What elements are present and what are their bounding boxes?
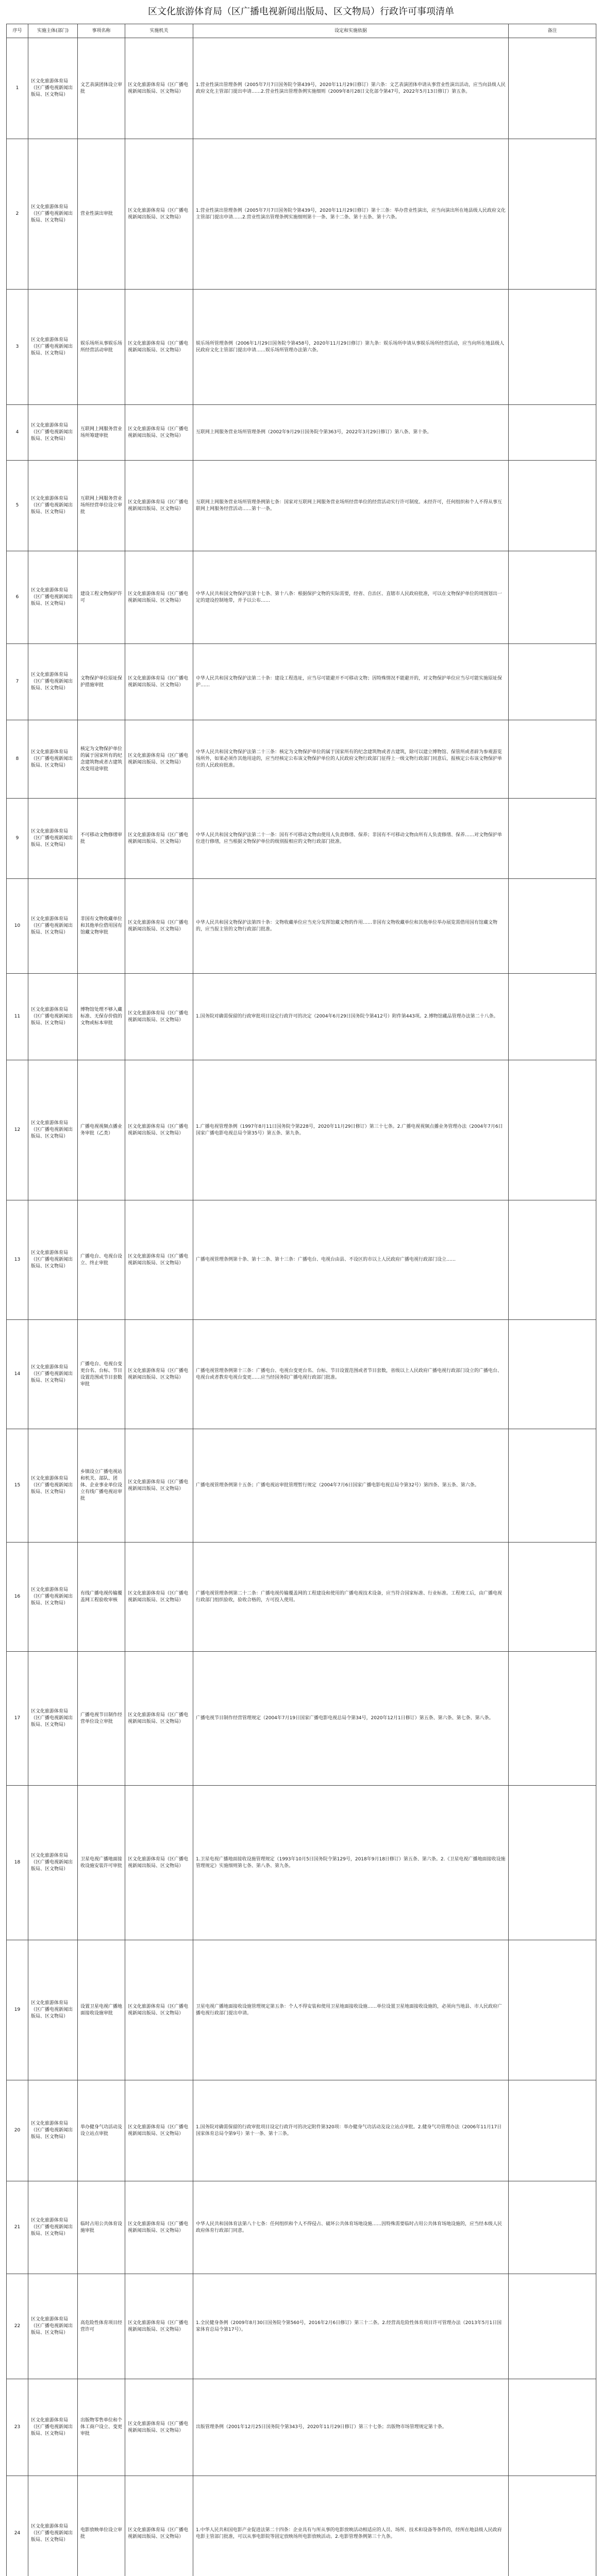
row-subject: 区文化旅游体育局（区广播电视新闻出版局、区文物局） [28, 2274, 78, 2379]
row-seq: 23 [7, 2379, 28, 2476]
row-item-name: 电影放映单位设立审批 [78, 2476, 125, 2576]
row-remark [509, 405, 596, 461]
row-authority: 区文化旅游体育局（区广播电视新闻出版局、区文物局） [125, 290, 193, 405]
row-seq: 8 [7, 720, 28, 799]
row-basis: 中华人民共和国文物保护法第四十条：文物收藏单位应当充分发挥馆藏文物的作用……非国有文物收藏单位和其他单位举办展览需借用国有馆藏文物的，应当报主管的文物行政部门批准。 [193, 879, 509, 974]
row-basis: 中华人民共和国文物保护法第十七条、第十八条：根据保护文物的实际需要，经省、自治区、直辖市人民政府批准，可以在文物保护单位的周围划出一定的建设控制地带，并予以公布…… [193, 551, 509, 644]
row-subject: 区文化旅游体育局（区广播电视新闻出版局、区文物局） [28, 2181, 78, 2274]
row-basis: 1.广播电视管理条例（1997年8月11日国务院令第228号，2020年11月29日修订）第三十七条。2.广播电视视频点播业务管理办法（2004年7月6日国家广播电影电视总局令第35号）第五条、第九条。 [193, 1060, 509, 1200]
row-seq: 13 [7, 1200, 28, 1320]
row-seq: 7 [7, 644, 28, 720]
row-seq: 12 [7, 1060, 28, 1200]
row-basis: 1.营业性演出管理条例（2005年7月7日国务院令第439号，2020年11月29日修订）第六条：文艺表演团体申请从事营业性演出活动，应当向县级人民政府文化主管部门提出申请……2.营业性演出管理条例实施细则（2009年8月28日文化部令第47号，2022年5月13日修订）第五条。 [193, 38, 509, 139]
row-authority: 区文化旅游体育局（区广播电视新闻出版局、区文物局） [125, 139, 193, 290]
row-remark [509, 2476, 596, 2576]
row-authority: 区文化旅游体育局（区广播电视新闻出版局、区文物局） [125, 461, 193, 551]
header-basis: 设定和实施依据 [193, 24, 509, 38]
table-row [7, 1429, 596, 1543]
row-item-name: 广播电视视频点播业务审批（乙类） [78, 1060, 125, 1200]
row-authority: 区文化旅游体育局（区广播电视新闻出版局、区文物局） [125, 1429, 193, 1543]
table-row [7, 551, 596, 644]
row-basis: 互联网上网服务营业场所管理条例第七条：国家对互联网上网服务营业场所经营单位的经营活动实行许可制度。未经许可，任何组织和个人不得从事互联网上网服务经营活动……第十一条。 [193, 461, 509, 551]
row-basis: 广播电视管理条例第十条、第十二条、第十三条：广播电台、电视台由县、不设区的市以上人民政府广播电视行政部门设立…… [193, 1200, 509, 1320]
row-authority: 区文化旅游体育局（区广播电视新闻出版局、区文物局） [125, 2476, 193, 2576]
row-authority: 区文化旅游体育局（区广播电视新闻出版局、区文物局） [125, 1060, 193, 1200]
row-item-name: 有线广播电视传输覆盖网工程验收审核 [78, 1543, 125, 1652]
permit-table [6, 24, 596, 2576]
row-basis: 1.卫星电视广播地面接收设施管理规定（1993年10月5日国务院令第129号，2018年9月18日修订）第五条、第六条。2.《卫星电视广播地面接收设施管理规定》实施细则第七条、第八条、第九条。 [193, 1786, 509, 1940]
row-authority: 区文化旅游体育局（区广播电视新闻出版局、区文物局） [125, 1940, 193, 2080]
table-row [7, 1320, 596, 1429]
row-authority: 区文化旅游体育局（区广播电视新闻出版局、区文物局） [125, 1320, 193, 1429]
row-seq: 3 [7, 290, 28, 405]
table-row [7, 2080, 596, 2181]
row-subject: 区文化旅游体育局（区广播电视新闻出版局、区文物局） [28, 38, 78, 139]
row-remark [509, 139, 596, 290]
row-item-name: 临时占用公共体育设施审批 [78, 2181, 125, 2274]
row-remark [509, 1320, 596, 1429]
row-remark [509, 2379, 596, 2476]
row-item-name: 高危险性体育项目经营许可 [78, 2274, 125, 2379]
row-seq: 1 [7, 38, 28, 139]
table-row [7, 290, 596, 405]
row-subject: 区文化旅游体育局（区广播电视新闻出版局、区文物局） [28, 974, 78, 1060]
row-subject: 区文化旅游体育局（区广播电视新闻出版局、区文物局） [28, 1940, 78, 2080]
row-seq: 16 [7, 1543, 28, 1652]
row-item-name: 设置卫星电视广播地面接收设施审批 [78, 1940, 125, 2080]
table-row [7, 644, 596, 720]
row-seq: 9 [7, 799, 28, 879]
row-authority: 区文化旅游体育局（区广播电视新闻出版局、区文物局） [125, 2379, 193, 2476]
row-basis: 卫星电视广播地面接收设施管理规定第五条：个人不得安装和使用卫星地面接收设施……单位设置卫星地面接收设施的，必须向当地县、市人民政府广播电视行政部门提出申请。 [193, 1940, 509, 2080]
row-item-name: 娱乐场所从事娱乐场所经营活动审批 [78, 290, 125, 405]
row-seq: 10 [7, 879, 28, 974]
row-basis: 广播电视管理条例第二十二条：广播电视传输覆盖网的工程建设和使用的广播电视技术设备，应当符合国家标准、行业标准。工程竣工后，由广播电视行政部门组织验收，验收合格的，方可投入使用。 [193, 1543, 509, 1652]
row-basis: 广播电视节目制作经营管理规定（2004年7月19日国家广播电影电视总局令第34号，2020年12月1日修订）第五条、第六条、第七条、第八条。 [193, 1652, 509, 1786]
row-subject: 区文化旅游体育局（区广播电视新闻出版局、区文物局） [28, 551, 78, 644]
row-authority: 区文化旅游体育局（区广播电视新闻出版局、区文物局） [125, 405, 193, 461]
table-row [7, 2274, 596, 2379]
row-seq: 21 [7, 2181, 28, 2274]
row-subject: 区文化旅游体育局（区广播电视新闻出版局、区文物局） [28, 1320, 78, 1429]
row-remark [509, 1200, 596, 1320]
row-basis: 1.国务院对确需保留的行政审批项目设定行政许可的决定（2004年6月29日国务院令第412号）附件第443项。2.博物馆藏品管理办法第二十八条。 [193, 974, 509, 1060]
table-row [7, 38, 596, 139]
row-item-name: 出版物零售单位和个体工商户设立、变更审批 [78, 2379, 125, 2476]
header-item-name: 事项名称 [78, 24, 125, 38]
row-seq: 24 [7, 2476, 28, 2576]
page-title: 区文化旅游体育局（区广播电视新闻出版局、区文物局）行政许可事项清单 [148, 6, 454, 17]
row-seq: 22 [7, 2274, 28, 2379]
header-remark: 备注 [509, 24, 596, 38]
row-item-name: 核定为文物保护单位的属于国家所有的纪念建筑物或者古建筑改变用途审批 [78, 720, 125, 799]
row-subject: 区文化旅游体育局（区广播电视新闻出版局、区文物局） [28, 1786, 78, 1940]
table-row [7, 1652, 596, 1786]
table-row [7, 2476, 596, 2576]
row-subject: 区文化旅游体育局（区广播电视新闻出版局、区文物局） [28, 644, 78, 720]
row-remark [509, 644, 596, 720]
row-basis: 中华人民共和国文物保护法第二十条：建设工程选址，应当尽可能避开不可移动文物；因特殊情况不能避开的，对文物保护单位应当尽可能实施原址保护…… [193, 644, 509, 720]
row-subject: 区文化旅游体育局（区广播电视新闻出版局、区文物局） [28, 139, 78, 290]
row-remark [509, 1786, 596, 1940]
row-basis: 1.中华人民共和国电影产业促进法第二十四条：企业具有与所从事的电影放映活动相适应的人员、场所、技术和设备等条件的，经所在地县级人民政府电影主管部门批准，可以从事电影院等固定放映场所电影放映活动。2.电影管理条例第三十九条。 [193, 2476, 509, 2576]
row-basis: 互联网上网服务营业场所管理条例（2002年9月29日国务院令第363号，2022年3月29日修订）第八条、第十条。 [193, 405, 509, 461]
row-item-name: 文艺表演团体设立审批 [78, 38, 125, 139]
row-basis: 中华人民共和国体育法第八十七条：任何组织和个人不得侵占、破坏公共体育场地设施……因特殊需要临时占用公共体育场地设施的，应当经本级人民政府体育行政部门同意。 [193, 2181, 509, 2274]
row-subject: 区文化旅游体育局（区广播电视新闻出版局、区文物局） [28, 405, 78, 461]
row-subject: 区文化旅游体育局（区广播电视新闻出版局、区文物局） [28, 1060, 78, 1200]
row-item-name: 互联网上网服务营业场所经营单位设立审批 [78, 461, 125, 551]
row-remark [509, 974, 596, 1060]
row-seq: 20 [7, 2080, 28, 2181]
row-item-name: 乡镇设立广播电视站和机关、部队、团体、企业事业单位设立有线广播电视站审批 [78, 1429, 125, 1543]
table-row [7, 1940, 596, 2080]
table-row [7, 974, 596, 1060]
row-basis: 1.营业性演出管理条例（2005年7月7日国务院令第439号，2020年11月29日修订）第十三条：举办营业性演出，应当向演出所在地县级人民政府文化主管部门提出申请……2.营业性演出管理条例实施细则第十一条、第十二条、第十五条、第十六条。 [193, 139, 509, 290]
table-row [7, 879, 596, 974]
row-basis: 广播电视管理条例第十五条；广播电视站审批管理暂行规定（2004年7月6日国家广播电影电视总局令第32号）第四条、第五条、第六条。 [193, 1429, 509, 1543]
header-subject: 实施主体(部门) [28, 24, 78, 38]
row-seq: 11 [7, 974, 28, 1060]
row-subject: 区文化旅游体育局（区广播电视新闻出版局、区文物局） [28, 2080, 78, 2181]
table-header-row [7, 24, 596, 38]
row-remark [509, 1429, 596, 1543]
row-seq: 19 [7, 1940, 28, 2080]
row-item-name: 营业性演出审批 [78, 139, 125, 290]
row-item-name: 不可移动文物修缮审批 [78, 799, 125, 879]
row-subject: 区文化旅游体育局（区广播电视新闻出版局、区文物局） [28, 2476, 78, 2576]
row-remark [509, 879, 596, 974]
row-seq: 14 [7, 1320, 28, 1429]
row-seq: 5 [7, 461, 28, 551]
row-subject: 区文化旅游体育局（区广播电视新闻出版局、区文物局） [28, 290, 78, 405]
row-remark [509, 799, 596, 879]
row-remark [509, 720, 596, 799]
row-authority: 区文化旅游体育局（区广播电视新闻出版局、区文物局） [125, 551, 193, 644]
row-seq: 15 [7, 1429, 28, 1543]
row-seq: 6 [7, 551, 28, 644]
table-row [7, 461, 596, 551]
row-remark [509, 551, 596, 644]
row-authority: 区文化旅游体育局（区广播电视新闻出版局、区文物局） [125, 1652, 193, 1786]
row-basis: 1.全民健身条例（2009年8月30日国务院令第560号，2016年2月6日修订）第三十二条。2.经营高危险性体育项目许可管理办法（2013年5月1日国家体育总局令第17号）。 [193, 2274, 509, 2379]
row-subject: 区文化旅游体育局（区广播电视新闻出版局、区文物局） [28, 1543, 78, 1652]
row-authority: 区文化旅游体育局（区广播电视新闻出版局、区文物局） [125, 2274, 193, 2379]
row-seq: 2 [7, 139, 28, 290]
table-row [7, 1060, 596, 1200]
row-authority: 区文化旅游体育局（区广播电视新闻出版局、区文物局） [125, 2080, 193, 2181]
row-authority: 区文化旅游体育局（区广播电视新闻出版局、区文物局） [125, 1543, 193, 1652]
row-item-name: 文物保护单位原址保护措施审批 [78, 644, 125, 720]
row-subject: 区文化旅游体育局（区广播电视新闻出版局、区文物局） [28, 2379, 78, 2476]
row-remark [509, 1652, 596, 1786]
row-authority: 区文化旅游体育局（区广播电视新闻出版局、区文物局） [125, 974, 193, 1060]
table-row [7, 405, 596, 461]
row-item-name: 广播电台、电视台变更台名、台标、节目设置范围或节目套数审批 [78, 1320, 125, 1429]
row-authority: 区文化旅游体育局（区广播电视新闻出版局、区文物局） [125, 1200, 193, 1320]
row-remark [509, 2274, 596, 2379]
row-authority: 区文化旅游体育局（区广播电视新闻出版局、区文物局） [125, 644, 193, 720]
header-seq: 序号 [7, 24, 28, 38]
table-row [7, 2379, 596, 2476]
row-seq: 17 [7, 1652, 28, 1786]
row-subject: 区文化旅游体育局（区广播电视新闻出版局、区文物局） [28, 879, 78, 974]
row-subject: 区文化旅游体育局（区广播电视新闻出版局、区文物局） [28, 799, 78, 879]
row-subject: 区文化旅游体育局（区广播电视新闻出版局、区文物局） [28, 720, 78, 799]
row-remark [509, 1543, 596, 1652]
row-remark [509, 1060, 596, 1200]
row-remark [509, 2080, 596, 2181]
row-item-name: 广播电台、电视台设立、终止审批 [78, 1200, 125, 1320]
row-remark [509, 461, 596, 551]
table-row [7, 799, 596, 879]
row-subject: 区文化旅游体育局（区广播电视新闻出版局、区文物局） [28, 1652, 78, 1786]
table-row [7, 1200, 596, 1320]
table-row [7, 139, 596, 290]
row-basis: 娱乐场所管理条例（2006年1月29日国务院令第458号，2020年11月29日修订）第九条：娱乐场所申请从事娱乐场所经营活动，应当向所在地县级人民政府文化主管部门提出申请……娱乐场所管理办法第六条。 [193, 290, 509, 405]
row-item-name: 建设工程文物保护许可 [78, 551, 125, 644]
row-authority: 区文化旅游体育局（区广播电视新闻出版局、区文物局） [125, 799, 193, 879]
table-row [7, 720, 596, 799]
row-item-name: 卫星电视广播地面接收设施安装许可审批 [78, 1786, 125, 1940]
row-item-name: 博物馆处理不够入藏标准、无保存价值的文物或标本审批 [78, 974, 125, 1060]
row-basis: 出版管理条例（2001年12月25日国务院令第343号，2020年11月29日修订）第三十七条；出版物市场管理规定第十条。 [193, 2379, 509, 2476]
header-authority: 实施机关 [125, 24, 193, 38]
row-authority: 区文化旅游体育局（区广播电视新闻出版局、区文物局） [125, 38, 193, 139]
row-seq: 4 [7, 405, 28, 461]
row-authority: 区文化旅游体育局（区广播电视新闻出版局、区文物局） [125, 879, 193, 974]
row-authority: 区文化旅游体育局（区广播电视新闻出版局、区文物局） [125, 720, 193, 799]
row-subject: 区文化旅游体育局（区广播电视新闻出版局、区文物局） [28, 461, 78, 551]
table-row [7, 1786, 596, 1940]
row-authority: 区文化旅游体育局（区广播电视新闻出版局、区文物局） [125, 1786, 193, 1940]
row-basis: 1.国务院对确需保留的行政审批项目设定行政许可的决定附件第320项：举办健身气功活动及设立站点审批。2.健身气功管理办法（2006年11月17日国家体育总局令第9号）第十一条、第十三条。 [193, 2080, 509, 2181]
row-remark [509, 290, 596, 405]
row-item-name: 广播电视节目制作经营单位设立审批 [78, 1652, 125, 1786]
row-subject: 区文化旅游体育局（区广播电视新闻出版局、区文物局） [28, 1200, 78, 1320]
table-row [7, 1543, 596, 1652]
row-item-name: 互联网上网服务营业场所筹建审批 [78, 405, 125, 461]
row-seq: 18 [7, 1786, 28, 1940]
row-remark [509, 2181, 596, 2274]
row-basis: 中华人民共和国文物保护法第二十一条：国有不可移动文物由使用人负责修缮、保养；非国有不可移动文物由所有人负责修缮、保养……对文物保护单位进行修缮，应当根据文物保护单位的级别报相应的文物行政部门批准。 [193, 799, 509, 879]
row-remark [509, 38, 596, 139]
row-authority: 区文化旅游体育局（区广播电视新闻出版局、区文物局） [125, 2181, 193, 2274]
row-basis: 中华人民共和国文物保护法第二十三条：核定为文物保护单位的属于国家所有的纪念建筑物或者古建筑，除可以建立博物馆、保管所或者辟为参观游览场所外，如果必须作其他用途的，应当经核定公布该文物保护单位的人民政府文物行政部门征得上一级文物行政部门同意后，报核定公布该文物保护单位的人民政府批准。 [193, 720, 509, 799]
row-remark [509, 1940, 596, 2080]
table-row [7, 2181, 596, 2274]
row-item-name: 非国有文物收藏单位和其他单位借用国有馆藏文物审批 [78, 879, 125, 974]
row-basis: 广播电视管理条例第十三条：广播电台、电视台变更台名、台标、节目设置范围或者节目套数，省级以上人民政府广播电视行政部门设立的广播电台、电视台或者教育电视台变更……应当经国务院广播电视行政部门批准。 [193, 1320, 509, 1429]
row-subject: 区文化旅游体育局（区广播电视新闻出版局、区文物局） [28, 1429, 78, 1543]
row-item-name: 举办健身气功活动及设立站点审批 [78, 2080, 125, 2181]
